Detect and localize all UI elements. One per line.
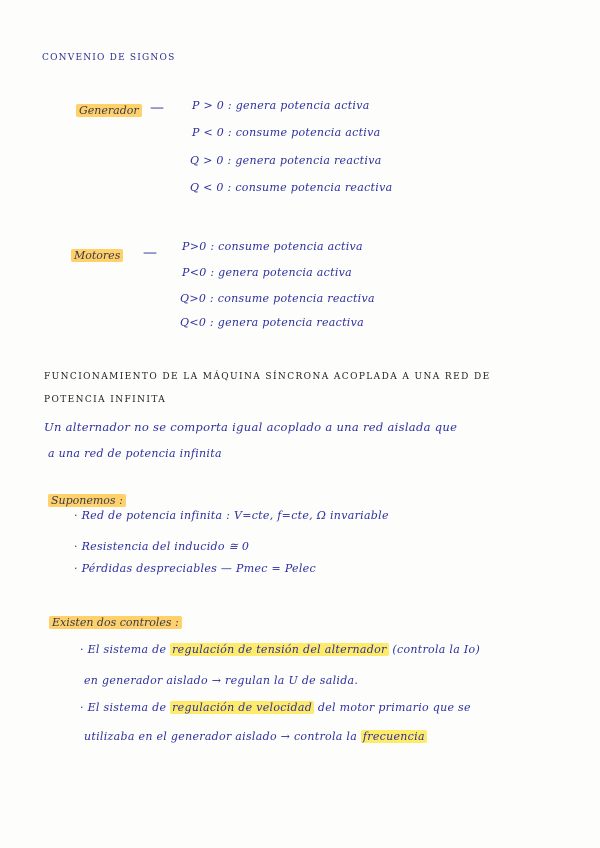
motores-line-3: Q>0 : consume potencia reactiva [180,292,375,305]
generador-label-wrap [76,104,142,117]
suponemos-item-2: · Resistencia del inducido ≅ 0 [74,540,250,553]
generador-line-4: Q < 0 : consume potencia reactiva [190,181,393,194]
controles-item-2-pre: · El sistema de [80,701,167,714]
generador-line-3: Q > 0 : genera potencia reactiva [190,154,382,167]
generador-arrow: — [150,100,164,116]
page-title: CONVENIO DE SIGNOS [42,53,176,63]
controles-label: Existen dos controles : [49,616,182,629]
controles-item-1 [80,643,480,656]
controles-item-1-line-2: en generador aislado → regulan la U de salida. [84,674,359,687]
motores-line-2: P<0 : genera potencia activa [182,266,353,279]
controles-item-2-line-2-highlight: frecuencia [362,730,425,743]
section-title-line-1: FUNCIONAMIENTO DE LA MÁQUINA SÍNCRONA ACOPLADA A UNA RED DE [44,372,491,382]
suponemos-label-wrap [48,494,126,507]
controles-item-1-post: (controla la Io) [392,643,481,656]
suponemos-item-3: · Pérdidas despreciables — Pmec = Pelec [74,562,316,575]
generador-label: Generador [76,104,142,117]
intro-line-1: Un alternador no se comporta igual acoplado a una red aislada que [44,420,458,434]
motores-arrow: — [143,245,157,261]
controles-item-2-line-2 [84,730,427,743]
controles-item-1-highlight: regulación de tensión del alternador [172,643,387,656]
motores-line-4: Q<0 : genera potencia reactiva [180,316,365,329]
section-title-line-2: POTENCIA INFINITA [44,395,167,405]
controles-item-2 [80,701,471,714]
controles-item-2-line-2-pre: utilizaba en el generador aislado → controla la [84,730,358,743]
suponemos-label: Suponemos : [48,494,126,507]
motores-line-1: P>0 : consume potencia activa [182,240,363,253]
intro-line-2: a una red de potencia infinita [48,447,222,460]
controles-item-2-post: del motor primario que se [317,701,471,714]
controles-item-1-pre: · El sistema de [80,643,167,656]
motores-label: Motores [71,249,123,262]
motores-label-wrap [71,249,123,262]
suponemos-item-1: · Red de potencia infinita : V=cte, f=cte, Ω invariable [74,509,389,522]
generador-line-2: P < 0 : consume potencia activa [192,126,381,139]
controles-item-2-highlight: regulación de velocidad [172,701,313,714]
controles-label-wrap [49,616,182,629]
generador-line-1: P > 0 : genera potencia activa [192,99,370,112]
